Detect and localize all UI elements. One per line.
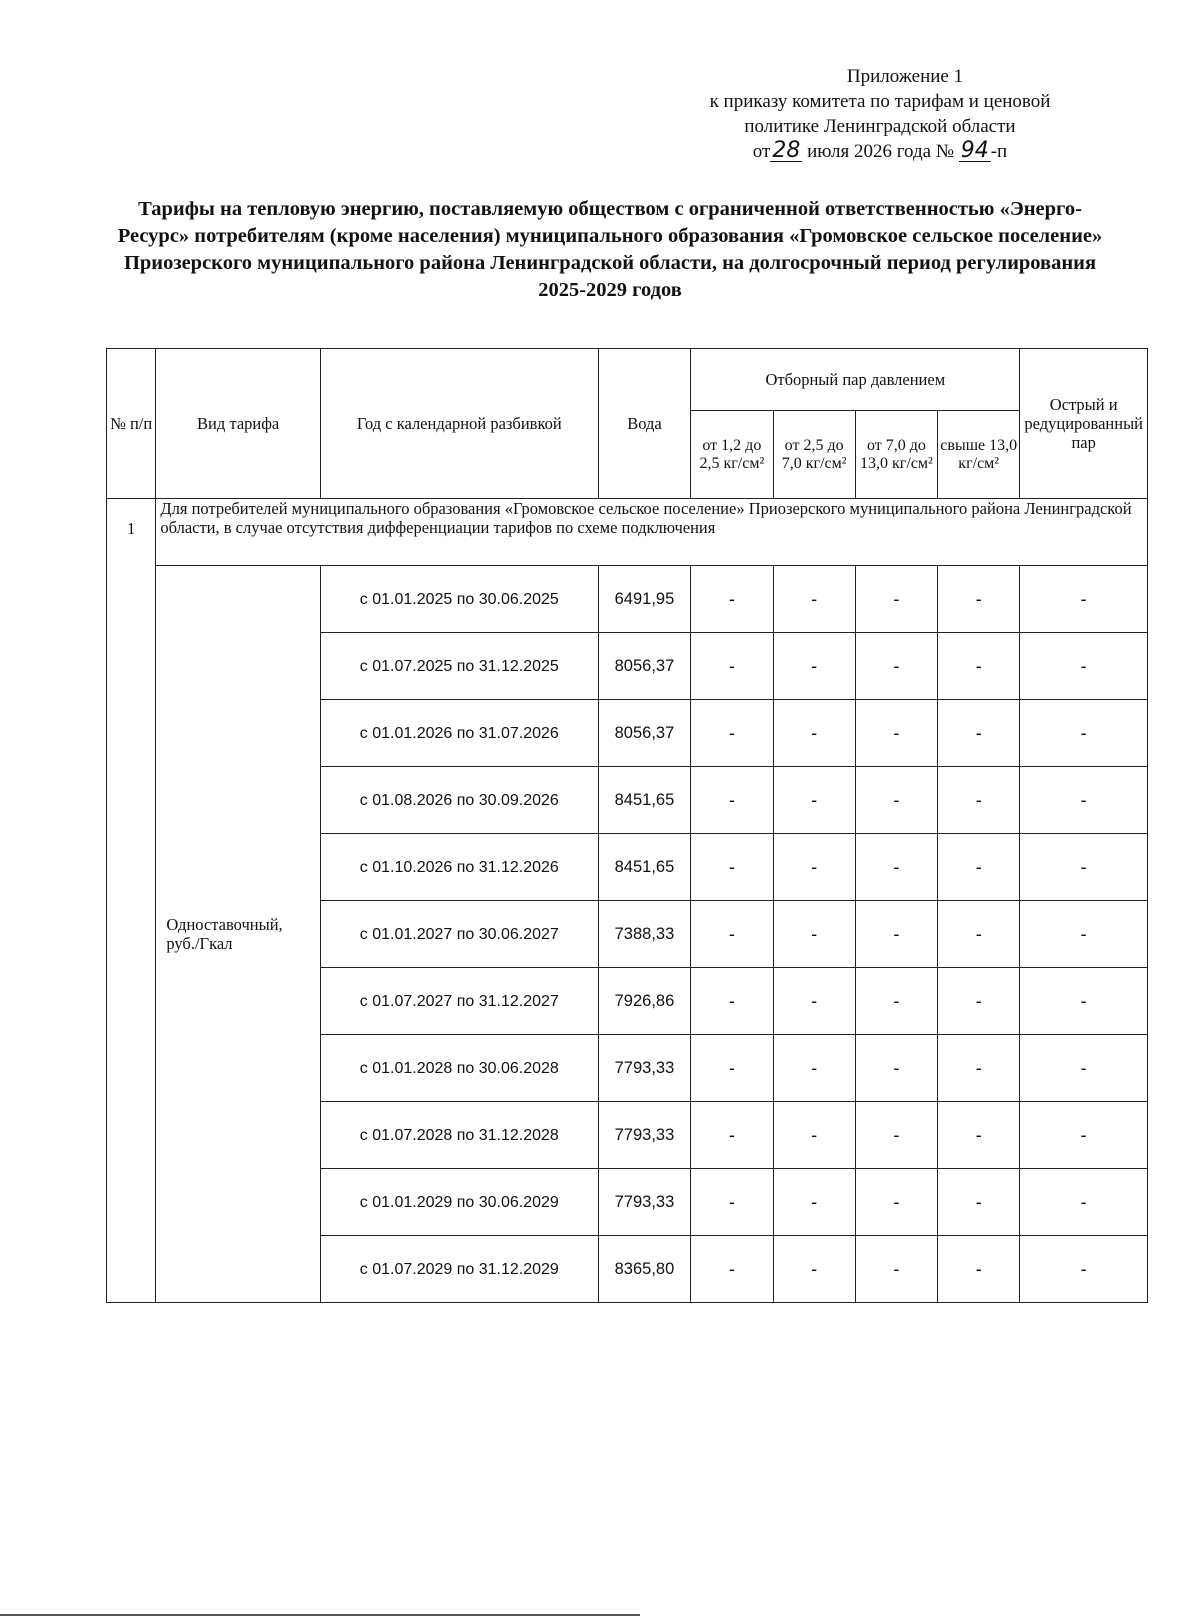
empty-value-dash: - xyxy=(855,968,937,1035)
empty-value-dash: - xyxy=(773,1035,855,1102)
period-cell: с 01.07.2028 по 31.12.2028 xyxy=(320,1102,598,1169)
empty-value-dash: - xyxy=(691,968,773,1035)
water-tariff-cell: 7388,33 xyxy=(598,901,691,968)
empty-value-dash: - xyxy=(938,1236,1020,1303)
appendix-order-line: к приказу комитета по тарифам и ценовой xyxy=(709,91,1051,112)
empty-value-dash: - xyxy=(855,767,937,834)
empty-value-dash: - xyxy=(773,968,855,1035)
empty-value-dash: - xyxy=(691,1169,773,1236)
header-pressure-steam: Отборный пар давлением xyxy=(691,349,1020,411)
empty-value-dash: - xyxy=(1020,968,1148,1035)
empty-value-dash: - xyxy=(1020,767,1148,834)
water-tariff-cell: 8056,37 xyxy=(598,700,691,767)
appendix-number: Приложение 1 xyxy=(846,66,964,87)
empty-value-dash: - xyxy=(855,633,937,700)
empty-value-dash: - xyxy=(938,633,1020,700)
scan-edge-mark xyxy=(0,1614,640,1616)
header-pressure-1-2-2-5: от 1,2 до 2,5 кг/см² xyxy=(691,411,773,499)
period-cell: с 01.01.2027 по 30.06.2027 xyxy=(320,901,598,968)
empty-value-dash: - xyxy=(938,968,1020,1035)
empty-value-dash: - xyxy=(1020,566,1148,633)
period-cell: с 01.07.2029 по 31.12.2029 xyxy=(320,1236,598,1303)
period-cell: с 01.01.2025 по 30.06.2025 xyxy=(320,566,598,633)
empty-value-dash: - xyxy=(773,700,855,767)
empty-value-dash: - xyxy=(1020,834,1148,901)
empty-value-dash: - xyxy=(855,834,937,901)
document-title: Тарифы на тепловую энергию, поставляемую обществом с ограниченной ответственностью «Энерго-Ресурс» потребителям (кроме населения) муниципального образования «Громовское сельское поселение» Приозерского муниципального района Ленинградской области, на долгосрочный период регулирования 2025-2029 годов xyxy=(117,198,1103,301)
header-water: Вода xyxy=(598,349,691,499)
empty-value-dash: - xyxy=(938,566,1020,633)
empty-value-dash: - xyxy=(938,834,1020,901)
empty-value-dash: - xyxy=(691,1035,773,1102)
empty-value-dash: - xyxy=(1020,1035,1148,1102)
water-tariff-cell: 8365,80 xyxy=(598,1236,691,1303)
empty-value-dash: - xyxy=(855,566,937,633)
group-description: Для потребителей муниципального образования «Громовское сельское поселение» Приозерского муниципального района Ленинградской области, в случае отсутствия дифференциации тарифов по схеме подключения xyxy=(156,499,1148,566)
empty-value-dash: - xyxy=(773,566,855,633)
empty-value-dash: - xyxy=(773,1102,855,1169)
period-cell: с 01.01.2026 по 31.07.2026 xyxy=(320,700,598,767)
period-cell: с 01.07.2027 по 31.12.2027 xyxy=(320,968,598,1035)
header-year: Год с календарной разбивкой xyxy=(320,349,598,499)
water-tariff-cell: 8451,65 xyxy=(598,834,691,901)
tariff-kind-cell: Одноставочный, руб./Гкал xyxy=(156,566,321,1303)
empty-value-dash: - xyxy=(691,1236,773,1303)
handwritten-day: 28 xyxy=(772,138,801,163)
date-suffix: -п xyxy=(990,141,1008,162)
header-pressure-7-0-13-0: от 7,0 до 13,0 кг/см² xyxy=(855,411,937,499)
header-pressure-2-5-7-0: от 2,5 до 7,0 кг/см² xyxy=(773,411,855,499)
handwritten-number: 94 xyxy=(960,138,989,163)
water-tariff-cell: 7793,33 xyxy=(598,1035,691,1102)
empty-value-dash: - xyxy=(1020,700,1148,767)
header-num: № п/п xyxy=(107,349,156,499)
empty-value-dash: - xyxy=(773,901,855,968)
empty-value-dash: - xyxy=(773,834,855,901)
date-middle: июля 2026 года № xyxy=(807,141,954,162)
water-tariff-cell: 7926,86 xyxy=(598,968,691,1035)
empty-value-dash: - xyxy=(855,700,937,767)
empty-value-dash: - xyxy=(691,1102,773,1169)
period-cell: с 01.01.2028 по 30.06.2028 xyxy=(320,1035,598,1102)
empty-value-dash: - xyxy=(691,633,773,700)
empty-value-dash: - xyxy=(938,1102,1020,1169)
empty-value-dash: - xyxy=(855,1102,937,1169)
empty-value-dash: - xyxy=(1020,1169,1148,1236)
empty-value-dash: - xyxy=(691,901,773,968)
appendix-date-line xyxy=(640,139,1120,164)
header-tariff-kind: Вид тарифа xyxy=(156,349,321,499)
group-number: 1 xyxy=(107,499,156,1303)
period-cell: с 01.10.2026 по 31.12.2026 xyxy=(320,834,598,901)
tariff-table xyxy=(106,348,1148,1303)
empty-value-dash: - xyxy=(691,566,773,633)
empty-value-dash: - xyxy=(1020,633,1148,700)
empty-value-dash: - xyxy=(773,1236,855,1303)
empty-value-dash: - xyxy=(938,700,1020,767)
empty-value-dash: - xyxy=(855,1035,937,1102)
empty-value-dash: - xyxy=(1020,901,1148,968)
date-prefix: от xyxy=(752,141,771,162)
appendix-committee-line: политике Ленинградской области xyxy=(744,116,1016,137)
water-tariff-cell: 6491,95 xyxy=(598,566,691,633)
empty-value-dash: - xyxy=(773,633,855,700)
empty-value-dash: - xyxy=(938,901,1020,968)
water-tariff-cell: 7793,33 xyxy=(598,1169,691,1236)
empty-value-dash: - xyxy=(938,767,1020,834)
header-sharp-steam: Острый и редуцированный пар xyxy=(1020,349,1148,499)
empty-value-dash: - xyxy=(691,834,773,901)
empty-value-dash: - xyxy=(855,901,937,968)
water-tariff-cell: 7793,33 xyxy=(598,1102,691,1169)
empty-value-dash: - xyxy=(1020,1102,1148,1169)
table-row xyxy=(107,566,1148,633)
period-cell: с 01.01.2029 по 30.06.2029 xyxy=(320,1169,598,1236)
empty-value-dash: - xyxy=(855,1236,937,1303)
water-tariff-cell: 8056,37 xyxy=(598,633,691,700)
empty-value-dash: - xyxy=(773,1169,855,1236)
empty-value-dash: - xyxy=(855,1169,937,1236)
period-cell: с 01.08.2026 по 30.09.2026 xyxy=(320,767,598,834)
empty-value-dash: - xyxy=(691,767,773,834)
empty-value-dash: - xyxy=(938,1035,1020,1102)
header-pressure-above-13-0: свыше 13,0 кг/см² xyxy=(938,411,1020,499)
empty-value-dash: - xyxy=(773,767,855,834)
appendix-header xyxy=(640,64,1120,164)
empty-value-dash: - xyxy=(1020,1236,1148,1303)
empty-value-dash: - xyxy=(938,1169,1020,1236)
period-cell: с 01.07.2025 по 31.12.2025 xyxy=(320,633,598,700)
water-tariff-cell: 8451,65 xyxy=(598,767,691,834)
empty-value-dash: - xyxy=(691,700,773,767)
